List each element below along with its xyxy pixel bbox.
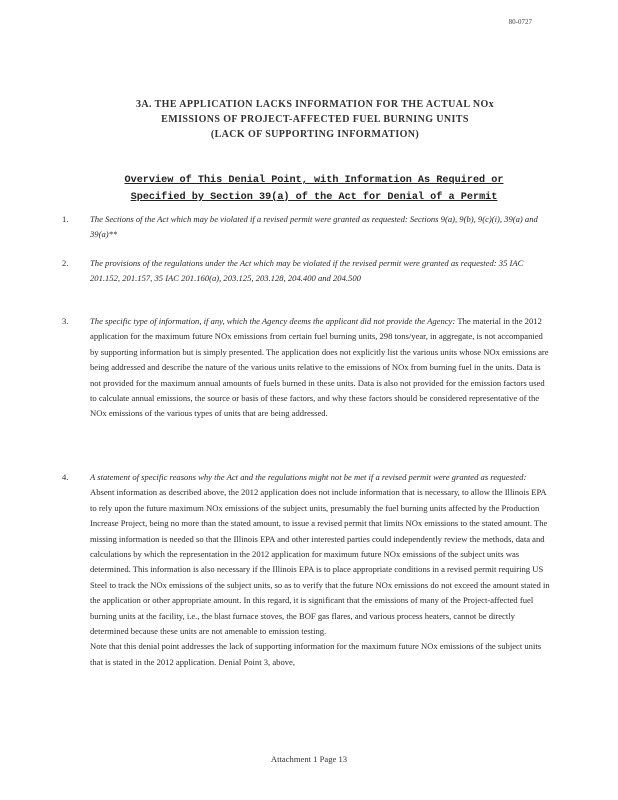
- list-item-1: [62, 212, 552, 243]
- overview-line-2: Specified by Section 39(a) of the Act for Denial of a Permit: [130, 192, 498, 203]
- item-lead: The provisions of the regulations under the Act which may be violated if the revised permit were granted as requested: 35 IAC 201.152, 201.157, 35 IAC 201.160(a), 203.125, 203.128, 204.400 and 204.500: [90, 258, 524, 284]
- item-number: 2.: [62, 258, 69, 268]
- overview-title: [94, 172, 534, 206]
- item-lead: A statement of specific reasons why the Act and the regulations might not be met if a revised permit were granted as requested:: [90, 472, 527, 482]
- item-number: 4.: [62, 472, 69, 482]
- item-text: Absent information as described above, the 2012 application does not include information that is necessary, to allow the Illinois EPA to rely upon the future maximum NOx emissions of the subject units, presumably the fuel burning units affected by the Production Increase Project, being no more than the stated amount, to issue a revised permit that limits NOx emissions to the stated amount. The missing information is needed so that the Illinois EPA and other interested parties could independently review the methods, data and calculations by which the representation in the 2012 application for maximum future NOx emissions of the subject units was determined. This information is also necessary if the Illinois EPA is to place appropriate conditions in a revised permit requiring US Steel to track the NOx emissions of the subject units, so as to verify that the future NOx emissions do not exceed the amount stated in the application or other appropriate amount. In this regard, it is significant that the emissions of many of the Project-affected fuel burning units at the facility, i.e., the blast furnace stoves, the BOF gas flares, and various process heaters, cannot be directly determined because these units are not amenable to emission testing.: [90, 487, 550, 637]
- list-item-3: [62, 314, 552, 422]
- heading-line-2: EMISSIONS OF PROJECT-AFFECTED FUEL BURNING UNITS: [161, 114, 469, 125]
- item-body: [90, 314, 552, 422]
- overview-line-1: Overview of This Denial Point, with Information As Required or: [124, 175, 504, 186]
- item-lead: The specific type of information, if any, which the Agency deems the applicant did not provide the Agency:: [90, 316, 458, 326]
- item-text: The material in the 2012 application for the maximum future NOx emissions from certain fuel burning units, 298 tons/year, in aggregate, is not accompanied by supporting information but is simply presented. The application does not explicitly list the various units whose NOx emissions are being addressed and describe the nature of the various units relative to the emissions of NOx from burning fuel in the units. Data is not provided for the maximum annual amounts of fuels burned in these units. Data is also not provided for the emission factors used to calculate annual emissions, the source or basis of these factors, and why these factors should be considered representative of the NOx emissions of the various types of units that are being addressed.: [90, 316, 549, 419]
- section-heading: [80, 97, 550, 142]
- heading-line-1: 3A. THE APPLICATION LACKS INFORMATION FOR THE ACTUAL NOx: [135, 99, 495, 110]
- item-lead: The Sections of the Act which may be violated if a revised permit were granted as requested: Sections 9(a), 9(b), 9(c)(i), 39(a) and 39(a)**: [90, 214, 538, 240]
- item-number: 1.: [62, 214, 69, 224]
- item-body: [90, 256, 552, 287]
- item-body: [90, 212, 552, 243]
- heading-line-3: (LACK OF SUPPORTING INFORMATION): [210, 129, 420, 140]
- item-body: [90, 470, 552, 670]
- list-item-4: [62, 470, 552, 670]
- item-note: Note that this denial point addresses the lack of supporting information for the maximum future NOx emissions of the subject units that is stated in the 2012 application. Denial Point 3, above,: [90, 641, 542, 667]
- list-item-2: [62, 256, 552, 287]
- item-number: 3.: [62, 316, 69, 326]
- page-identifier: 80-0727: [508, 18, 532, 26]
- page-footer: Attachment 1 Page 13: [270, 754, 348, 764]
